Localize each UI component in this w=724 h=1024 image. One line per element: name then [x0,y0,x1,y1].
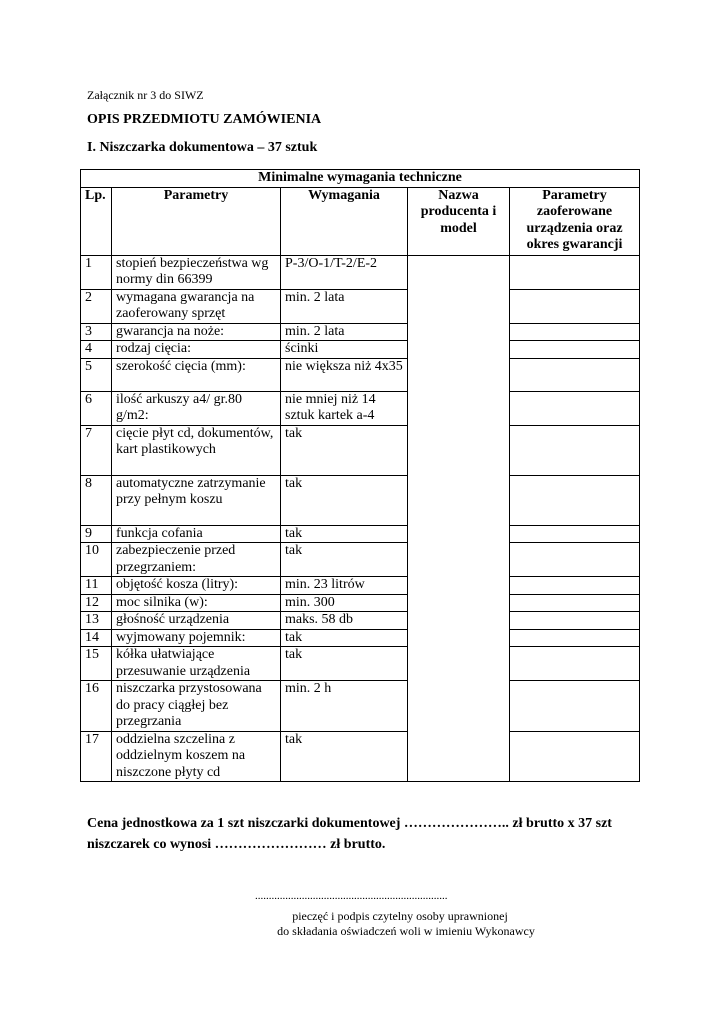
table-row [81,425,640,475]
row-number: 3 [81,323,112,341]
offered-parameters-cell [510,289,640,323]
row-parameter: wymagana gwarancja na zaoferowany sprzęt [112,289,281,323]
offered-parameters-cell [510,323,640,341]
offered-parameters-cell [510,612,640,630]
row-requirement: tak [281,525,408,543]
row-parameter: zabezpieczenie przed przegrzaniem: [112,543,281,577]
table-header-row [81,187,640,255]
section-heading: I. Niszczarka dokumentowa – 37 sztuk [87,140,318,155]
row-number: 13 [81,612,112,630]
row-number: 5 [81,358,112,391]
table-body [81,255,640,782]
row-number: 17 [81,731,112,782]
table-row [81,475,640,525]
offered-parameters-cell [510,577,640,595]
offered-parameters-cell [510,425,640,475]
table-row [81,525,640,543]
signature-caption-1: pieczęć i podpis czytelny osoby uprawnionej [292,909,508,923]
row-parameter: wyjmowany pojemnik: [112,629,281,647]
row-parameter: kółka ułatwiające przesuwanie urządzenia [112,647,281,681]
row-requirement: min. 23 litrów [281,577,408,595]
column-header-lp: Lp. [81,187,112,255]
offered-parameters-cell [510,647,640,681]
row-parameter: automatyczne zatrzymanie przy pełnym koszu [112,475,281,525]
requirements-table [80,169,640,782]
column-header-producer: Nazwa producenta i model [408,187,510,255]
price-statement [87,813,647,855]
row-requirement: nie mniej niż 14 sztuk kartek a-4 [281,391,408,425]
row-requirement: tak [281,475,408,525]
offered-parameters-cell [510,358,640,391]
row-number: 16 [81,681,112,732]
row-number: 1 [81,255,112,289]
table-title: Minimalne wymagania techniczne [81,170,640,188]
row-number: 14 [81,629,112,647]
row-number: 6 [81,391,112,425]
row-parameter: gwarancja na noże: [112,323,281,341]
row-requirement: tak [281,425,408,475]
row-parameter: niszczarka przystosowana do pracy ciągłej bez przegrzania [112,681,281,732]
row-parameter: rodzaj cięcia: [112,341,281,359]
row-requirement: min. 300 [281,594,408,612]
row-requirement: min. 2 lata [281,289,408,323]
price-line-1: Cena jednostkowa za 1 szt niszczarki dokumentowej ………………….. zł brutto x 37 szt [87,816,612,831]
table-row [81,629,640,647]
offered-parameters-cell [510,475,640,525]
table-row [81,681,640,732]
offered-parameters-cell [510,341,640,359]
row-requirement: tak [281,543,408,577]
offered-parameters-cell [510,681,640,732]
offered-parameters-cell [510,629,640,647]
row-requirement: maks. 58 db [281,612,408,630]
row-parameter: oddzielna szczelina z oddzielnym koszem na niszczone płyty cd [112,731,281,782]
table-row [81,323,640,341]
row-requirement: P-3/O-1/T-2/E-2 [281,255,408,289]
document-title: OPIS PRZEDMIOTU ZAMÓWIENIA [87,112,322,127]
column-header-requirements: Wymagania [281,187,408,255]
row-parameter: szerokość cięcia (mm): [112,358,281,391]
table-row [81,594,640,612]
table-row [81,543,640,577]
table-row [81,289,640,323]
offered-parameters-cell [510,543,640,577]
row-number: 8 [81,475,112,525]
offered-parameters-cell [510,391,640,425]
table-row [81,341,640,359]
annex-label: Załącznik nr 3 do SIWZ [87,88,204,102]
offered-parameters-cell [510,594,640,612]
price-line-2: niszczarek co wynosi …………………… zł brutto. [87,837,386,852]
row-parameter: cięcie płyt cd, dokumentów, kart plastikowych [112,425,281,475]
row-parameter: stopień bezpieczeństwa wg normy din 66399 [112,255,281,289]
row-requirement: min. 2 lata [281,323,408,341]
row-number: 7 [81,425,112,475]
producer-model-cell [408,255,510,782]
signature-caption-2: do składania oświadczeń woli w imieniu Wykonawcy [277,924,535,938]
row-parameter: objętość kosza (litry): [112,577,281,595]
row-parameter: funkcja cofania [112,525,281,543]
row-requirement: tak [281,629,408,647]
row-number: 2 [81,289,112,323]
row-number: 15 [81,647,112,681]
row-parameter: głośność urządzenia [112,612,281,630]
column-header-offered: Parametry zaoferowane urządzenia oraz okres gwarancji [510,187,640,255]
row-requirement: tak [281,647,408,681]
row-requirement: tak [281,731,408,782]
offered-parameters-cell [510,731,640,782]
row-number: 9 [81,525,112,543]
row-number: 10 [81,543,112,577]
table-row [81,647,640,681]
row-number: 4 [81,341,112,359]
table-row [81,255,640,289]
row-number: 12 [81,594,112,612]
offered-parameters-cell [510,255,640,289]
table-row [81,612,640,630]
row-requirement: ścinki [281,341,408,359]
row-requirement: min. 2 h [281,681,408,732]
table-row [81,577,640,595]
row-parameter: ilość arkuszy a4/ gr.80 g/m2: [112,391,281,425]
row-number: 11 [81,577,112,595]
column-header-parameters: Parametry [112,187,281,255]
signature-line: ...................................................................... [255,890,448,902]
table-title-row [81,170,640,188]
offered-parameters-cell [510,525,640,543]
row-requirement: nie większa niż 4x35 [281,358,408,391]
table-row [81,731,640,782]
row-parameter: moc silnika (w): [112,594,281,612]
table-row [81,391,640,425]
table-row [81,358,640,391]
